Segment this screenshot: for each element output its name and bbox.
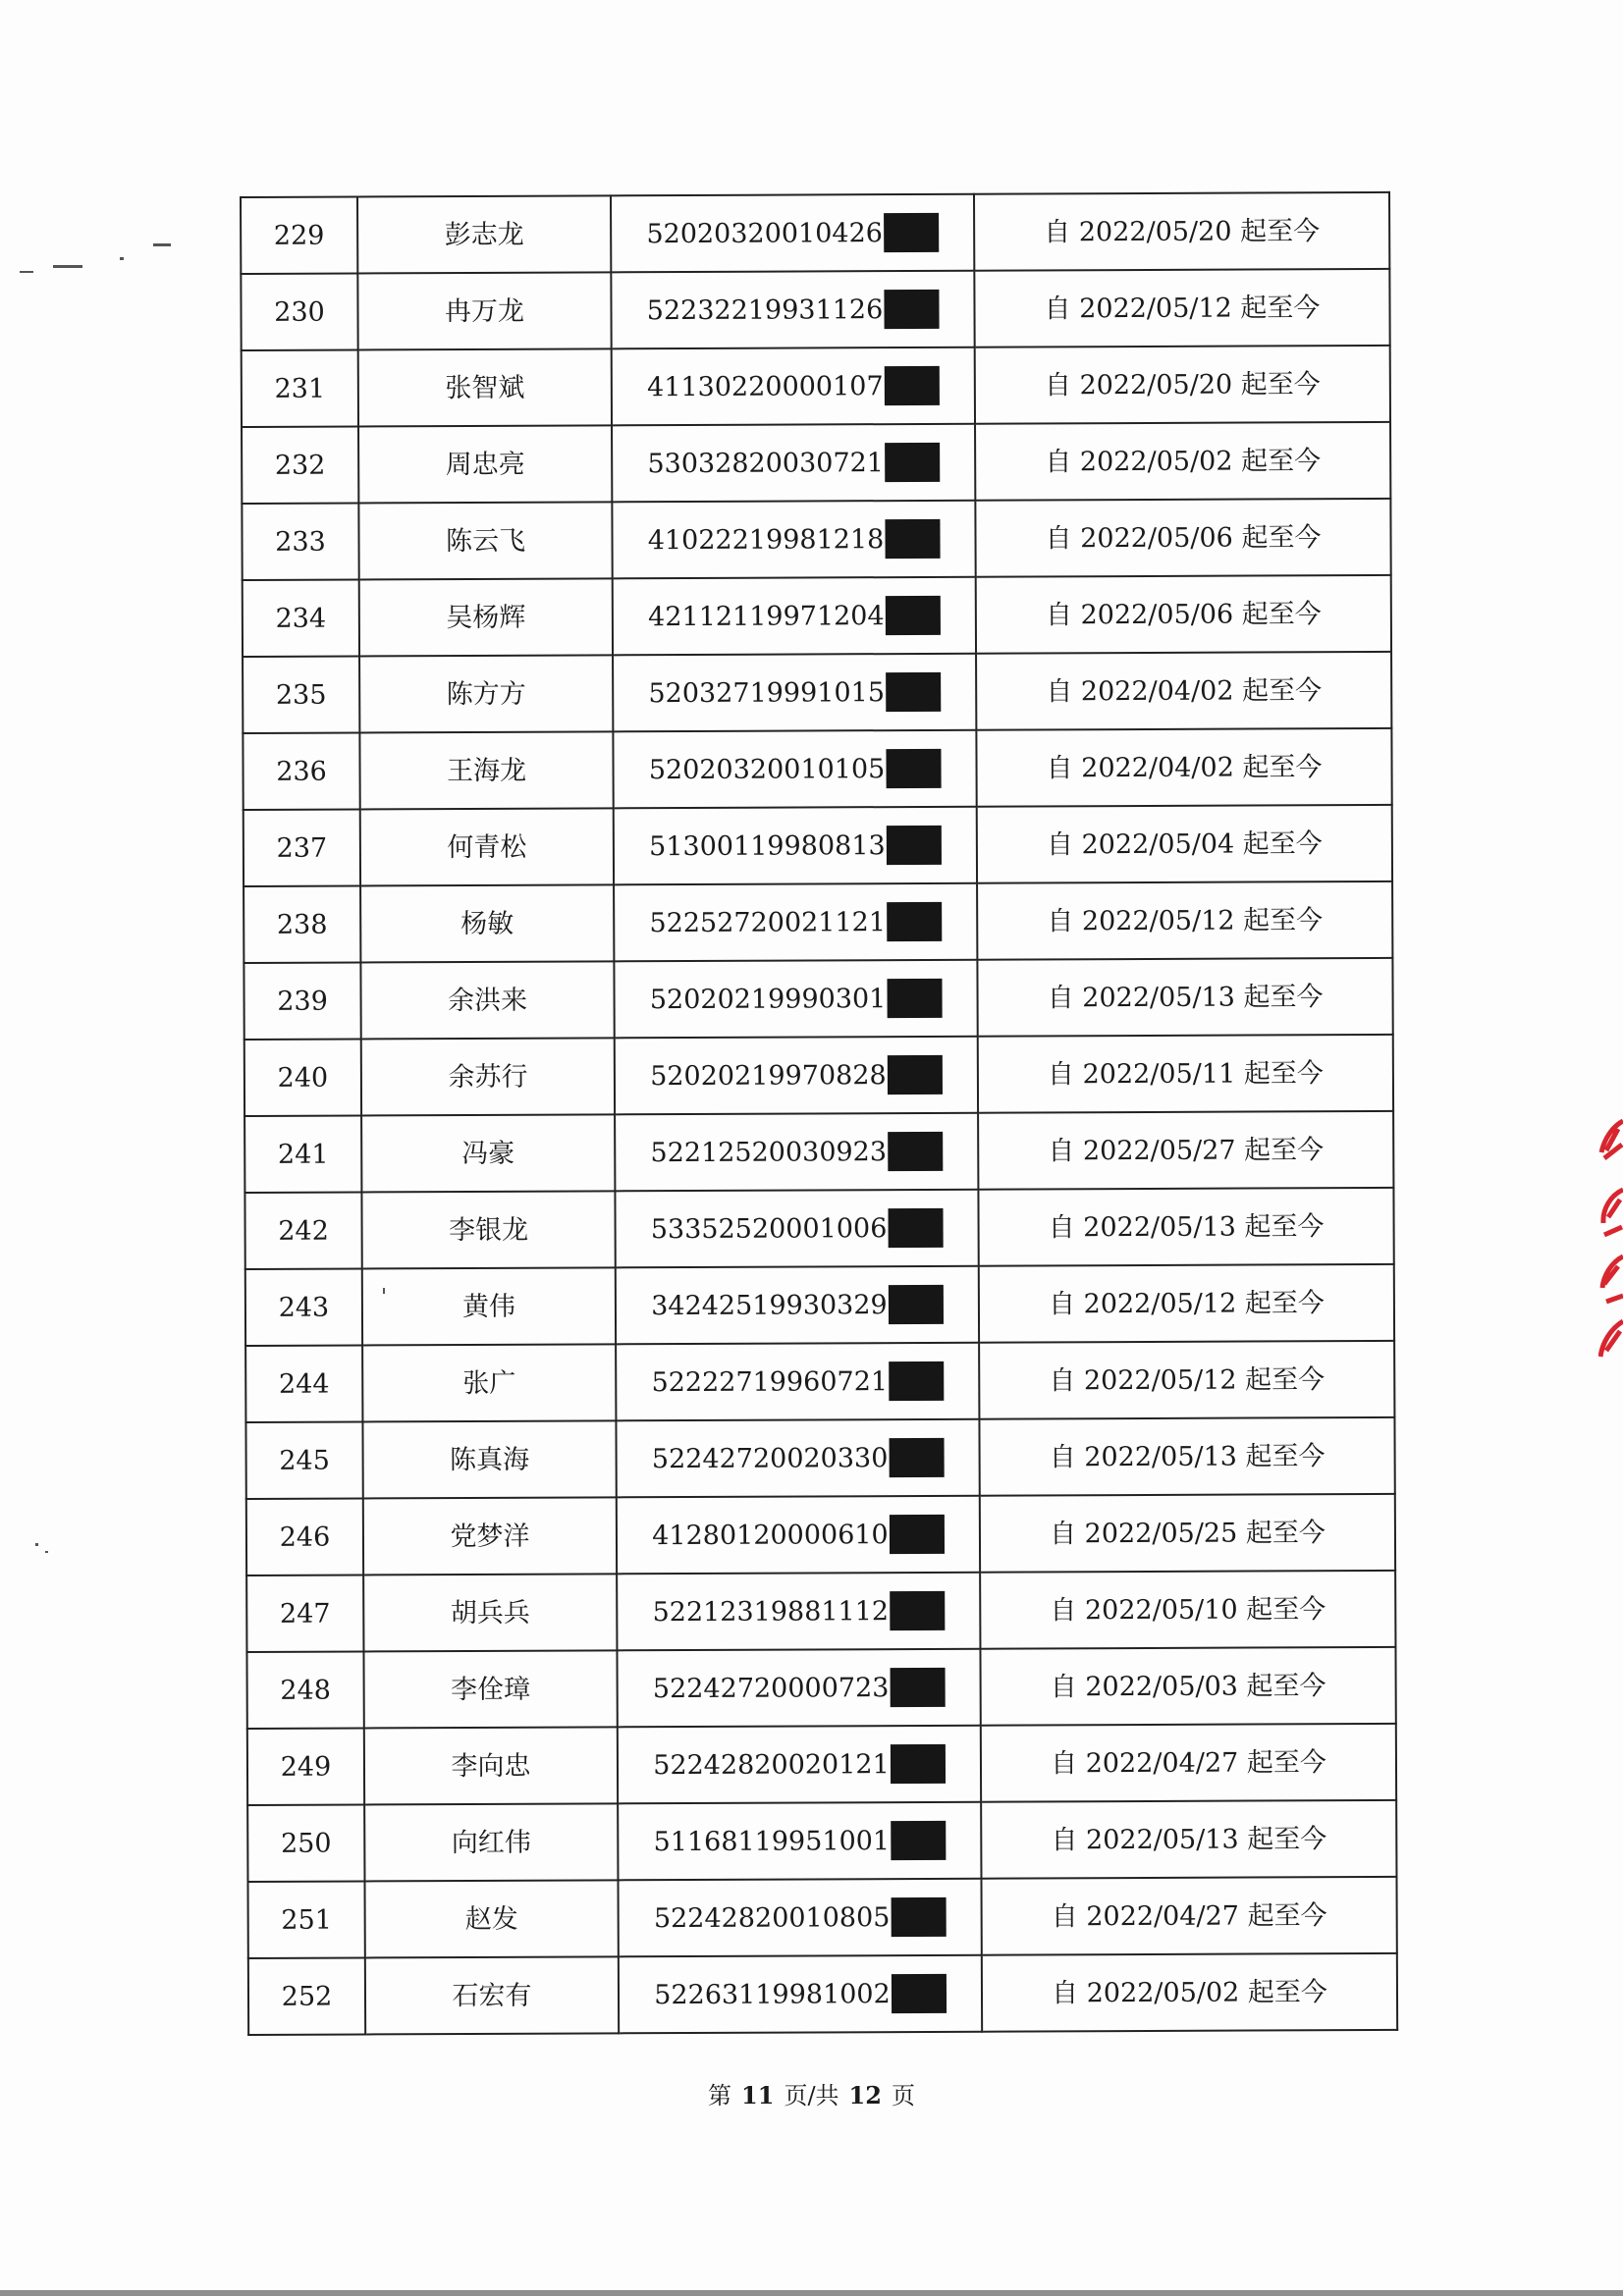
person-name-cell: 余洪来 xyxy=(360,961,614,1039)
redaction-block xyxy=(886,596,941,635)
redaction-block xyxy=(885,366,940,405)
id-number-group xyxy=(654,1974,947,2014)
personnel-table-body xyxy=(241,192,1397,2035)
person-name-cell: 彭志龙 xyxy=(357,195,611,273)
current-page-number: 11 xyxy=(741,2081,775,2109)
person-name-cell: 李向忠 xyxy=(364,1727,618,1804)
row-number-cell: 237 xyxy=(243,809,360,886)
id-number-group xyxy=(650,979,943,1019)
employment-period-cell: 自 2022/05/11 起至今 xyxy=(978,1035,1393,1113)
redaction-block xyxy=(891,1897,946,1937)
person-name-cell: 胡兵兵 xyxy=(363,1574,617,1651)
table-row xyxy=(246,1647,1395,1729)
redaction-block xyxy=(887,979,942,1018)
id-number-visible-digits: 52020320010426 xyxy=(646,217,883,249)
scan-speck xyxy=(120,257,124,260)
id-number-group xyxy=(652,1591,945,1631)
table-row xyxy=(242,499,1390,580)
row-number-cell: 230 xyxy=(241,273,357,350)
id-number-cell xyxy=(615,1037,978,1115)
row-number-cell: 241 xyxy=(244,1115,361,1193)
person-name-cell: 杨敏 xyxy=(360,884,614,962)
id-number-group xyxy=(651,1285,944,1325)
redaction-block xyxy=(891,1821,946,1860)
row-number-cell: 244 xyxy=(245,1345,362,1422)
person-name-cell: 党梦洋 xyxy=(363,1497,617,1575)
row-number-cell: 236 xyxy=(243,732,359,810)
employment-period-cell: 自 2022/05/20 起至今 xyxy=(975,346,1390,424)
id-number-cell xyxy=(619,1955,982,2034)
id-number-visible-digits: 52020219990301 xyxy=(649,983,887,1015)
id-number-group xyxy=(651,1362,944,1402)
id-number-visible-digits: 52242720000723 xyxy=(652,1672,890,1704)
table-row xyxy=(243,575,1391,657)
employment-period-cell: 自 2022/05/12 起至今 xyxy=(979,1341,1394,1419)
id-number-group xyxy=(649,902,942,942)
id-number-cell xyxy=(618,1802,981,1881)
id-number-cell xyxy=(615,1190,978,1268)
id-number-cell xyxy=(614,960,977,1039)
id-number-visible-digits: 52242720020330 xyxy=(651,1442,889,1474)
scan-edge xyxy=(0,2290,1623,2296)
id-number-visible-digits: 52263119981002 xyxy=(654,1978,891,2010)
id-number-cell xyxy=(615,1113,978,1192)
id-number-group xyxy=(649,749,942,789)
id-number-visible-digits: 52242820020121 xyxy=(653,1748,890,1781)
employment-period-cell: 自 2022/05/13 起至今 xyxy=(977,958,1392,1037)
id-number-group xyxy=(653,1668,946,1708)
redaction-block xyxy=(890,1591,945,1630)
row-number-cell: 242 xyxy=(244,1192,361,1269)
table-row xyxy=(243,652,1391,733)
id-number-group xyxy=(648,596,941,636)
redaction-block xyxy=(890,1668,945,1707)
redaction-block xyxy=(891,1744,946,1784)
footer-prefix: 第 xyxy=(708,2082,732,2109)
table-row xyxy=(245,1264,1394,1346)
person-name-cell: 向红伟 xyxy=(364,1803,618,1881)
id-number-cell xyxy=(617,1496,980,1575)
scan-speck xyxy=(383,1288,385,1294)
row-number-cell: 245 xyxy=(245,1421,362,1499)
redaction-block xyxy=(886,672,941,712)
id-number-visible-digits: 41130220000107 xyxy=(647,370,884,402)
row-number-cell: 240 xyxy=(244,1039,361,1116)
person-name-cell: 张广 xyxy=(362,1344,616,1421)
id-number-group xyxy=(647,366,940,406)
employment-period-cell: 自 2022/05/02 起至今 xyxy=(975,422,1390,501)
footer-suffix: 页 xyxy=(891,2082,915,2109)
id-number-group xyxy=(648,519,941,560)
person-name-cell: 周忠亮 xyxy=(358,425,612,503)
row-number-cell: 233 xyxy=(242,503,358,580)
id-number-visible-digits: 52222719960721 xyxy=(651,1365,889,1398)
person-name-cell: 石宏有 xyxy=(365,1956,619,2034)
person-name-cell: 陈真海 xyxy=(362,1420,616,1498)
redaction-block xyxy=(884,290,939,329)
id-number-visible-digits: 52020219970828 xyxy=(650,1059,887,1092)
id-number-cell xyxy=(613,654,976,732)
row-number-cell: 231 xyxy=(242,349,358,427)
page-footer xyxy=(0,2076,1623,2110)
id-number-group xyxy=(647,290,940,330)
id-number-group xyxy=(652,1438,945,1478)
employment-period-cell: 自 2022/05/03 起至今 xyxy=(980,1647,1395,1726)
employment-period-cell: 自 2022/05/02 起至今 xyxy=(982,1953,1397,2032)
employment-period-cell: 自 2022/05/12 起至今 xyxy=(979,1264,1394,1343)
redaction-block xyxy=(892,1974,947,2013)
scan-speck xyxy=(153,243,171,246)
table-row xyxy=(243,728,1391,810)
employment-period-cell: 自 2022/04/27 起至今 xyxy=(981,1724,1396,1802)
table-row xyxy=(245,1417,1394,1499)
id-number-cell xyxy=(616,1266,979,1345)
row-number-cell: 243 xyxy=(245,1268,362,1346)
row-number-cell: 252 xyxy=(248,1957,365,2035)
redaction-block xyxy=(890,1515,945,1554)
employment-period-cell: 自 2022/05/10 起至今 xyxy=(980,1571,1395,1649)
id-number-group xyxy=(648,672,941,713)
id-number-cell xyxy=(617,1573,980,1651)
id-number-group xyxy=(650,1055,943,1095)
person-name-cell: 陈云飞 xyxy=(358,502,612,579)
redaction-block xyxy=(889,1438,944,1477)
table-row xyxy=(245,1341,1394,1422)
id-number-visible-digits: 53352520001006 xyxy=(650,1212,888,1245)
table-row xyxy=(241,269,1389,350)
id-number-cell xyxy=(616,1343,979,1421)
table-row xyxy=(241,192,1389,274)
scan-speck xyxy=(53,265,82,268)
person-name-cell: 王海龙 xyxy=(359,731,613,809)
id-number-cell xyxy=(611,194,974,273)
employment-period-cell: 自 2022/05/06 起至今 xyxy=(976,575,1391,654)
id-number-cell xyxy=(613,577,976,656)
id-number-visible-digits: 53032820030721 xyxy=(647,447,885,479)
id-number-cell xyxy=(617,1649,980,1728)
employment-period-cell: 自 2022/04/02 起至今 xyxy=(976,652,1391,730)
person-name-cell: 赵发 xyxy=(364,1880,618,1957)
row-number-cell: 234 xyxy=(243,579,359,657)
employment-period-cell: 自 2022/05/20 起至今 xyxy=(974,192,1389,271)
person-name-cell: 何青松 xyxy=(360,808,614,885)
row-number-cell: 247 xyxy=(246,1575,363,1652)
red-seal-stamp xyxy=(1598,1119,1623,1364)
redaction-block xyxy=(887,902,942,941)
table-row xyxy=(243,881,1392,963)
row-number-cell: 250 xyxy=(247,1804,364,1882)
person-name-cell: 黄伟 xyxy=(362,1267,616,1345)
id-number-cell xyxy=(612,501,975,579)
table-row xyxy=(242,346,1390,427)
employment-period-cell: 自 2022/05/25 起至今 xyxy=(980,1494,1395,1573)
id-number-visible-digits: 52032719991015 xyxy=(648,676,886,709)
employment-period-cell: 自 2022/05/04 起至今 xyxy=(977,805,1392,883)
id-number-group xyxy=(646,213,939,253)
table-row xyxy=(242,422,1390,504)
redaction-block xyxy=(884,213,939,252)
employment-period-cell: 自 2022/05/12 起至今 xyxy=(974,269,1389,347)
id-number-cell xyxy=(614,883,977,962)
personnel-table xyxy=(240,191,1398,2036)
id-number-visible-digits: 52212319881112 xyxy=(652,1595,890,1628)
row-number-cell: 248 xyxy=(246,1651,363,1729)
id-number-visible-digits: 41022219981218 xyxy=(647,523,885,556)
employment-period-cell: 自 2022/05/13 起至今 xyxy=(981,1800,1396,1879)
id-number-cell xyxy=(611,271,974,349)
id-number-cell xyxy=(618,1879,981,1957)
id-number-visible-digits: 52020320010105 xyxy=(648,753,886,785)
table-row xyxy=(247,1877,1396,1958)
person-name-cell: 余苏行 xyxy=(361,1038,615,1115)
id-number-cell xyxy=(612,347,975,426)
redaction-block xyxy=(886,749,941,788)
table-row xyxy=(247,1724,1396,1805)
scan-speck xyxy=(35,1543,38,1546)
scan-speck xyxy=(45,1551,48,1553)
row-number-cell: 239 xyxy=(243,962,360,1040)
employment-period-cell: 自 2022/05/27 起至今 xyxy=(978,1111,1393,1190)
row-number-cell: 238 xyxy=(243,885,360,963)
redaction-block xyxy=(888,1055,943,1095)
employment-period-cell: 自 2022/05/06 起至今 xyxy=(975,499,1390,577)
id-number-visible-digits: 52232219931126 xyxy=(646,294,884,326)
table-row xyxy=(246,1571,1395,1652)
person-name-cell: 冉万龙 xyxy=(357,272,611,349)
redaction-block xyxy=(885,519,940,559)
id-number-group xyxy=(653,1744,946,1785)
table-row xyxy=(248,1953,1397,2035)
id-number-group xyxy=(651,1208,944,1249)
id-number-visible-digits: 41280120000610 xyxy=(652,1519,889,1551)
redaction-block xyxy=(889,1285,944,1324)
id-number-cell xyxy=(616,1419,979,1498)
id-number-visible-digits: 51168119951001 xyxy=(653,1825,891,1857)
employment-period-cell: 自 2022/04/02 起至今 xyxy=(976,728,1391,807)
person-name-cell: 陈方方 xyxy=(359,655,613,732)
redaction-block xyxy=(888,1208,943,1248)
id-number-cell xyxy=(613,730,976,809)
id-number-visible-digits: 52242820010805 xyxy=(653,1901,891,1934)
person-name-cell: 吴杨辉 xyxy=(359,578,613,656)
id-number-cell xyxy=(612,424,975,503)
person-name-cell: 张智斌 xyxy=(358,348,612,426)
id-number-visible-digits: 42112119971204 xyxy=(648,600,885,632)
scan-speck xyxy=(20,271,33,273)
id-number-visible-digits: 34242519930329 xyxy=(651,1289,888,1321)
id-number-cell xyxy=(618,1726,981,1804)
id-number-group xyxy=(652,1515,945,1555)
id-number-group xyxy=(650,1132,943,1172)
id-number-group xyxy=(649,826,942,866)
redaction-block xyxy=(889,1362,944,1401)
id-number-group xyxy=(647,443,940,483)
table-row xyxy=(244,1188,1393,1269)
id-number-group xyxy=(654,1897,947,1938)
total-page-count: 12 xyxy=(848,2081,882,2109)
footer-middle: 页/共 xyxy=(784,2082,839,2109)
person-name-cell: 李佺璋 xyxy=(363,1650,617,1728)
employment-period-cell: 自 2022/05/13 起至今 xyxy=(978,1188,1393,1266)
table-row xyxy=(243,958,1392,1040)
employment-period-cell: 自 2022/04/27 起至今 xyxy=(981,1877,1396,1955)
row-number-cell: 249 xyxy=(247,1728,364,1805)
row-number-cell: 232 xyxy=(242,426,358,504)
row-number-cell: 251 xyxy=(247,1881,364,1958)
person-name-cell: 李银龙 xyxy=(361,1191,615,1268)
id-number-visible-digits: 52252720021121 xyxy=(649,906,887,938)
table-row xyxy=(243,805,1392,886)
id-number-visible-digits: 51300119980813 xyxy=(649,829,886,862)
row-number-cell: 246 xyxy=(246,1498,363,1575)
id-number-visible-digits: 52212520030923 xyxy=(650,1136,888,1168)
employment-period-cell: 自 2022/05/12 起至今 xyxy=(977,881,1392,960)
redaction-block xyxy=(888,1132,943,1171)
row-number-cell: 235 xyxy=(243,656,359,733)
employment-period-cell: 自 2022/05/13 起至今 xyxy=(979,1417,1394,1496)
table-row xyxy=(244,1035,1393,1116)
redaction-block xyxy=(885,443,940,482)
id-number-cell xyxy=(614,807,977,885)
table-row xyxy=(247,1800,1396,1882)
table-row xyxy=(246,1494,1395,1575)
redaction-block xyxy=(887,826,942,865)
table-row xyxy=(244,1111,1393,1193)
row-number-cell: 229 xyxy=(241,196,357,274)
id-number-group xyxy=(653,1821,946,1861)
person-name-cell: 冯豪 xyxy=(361,1114,615,1192)
